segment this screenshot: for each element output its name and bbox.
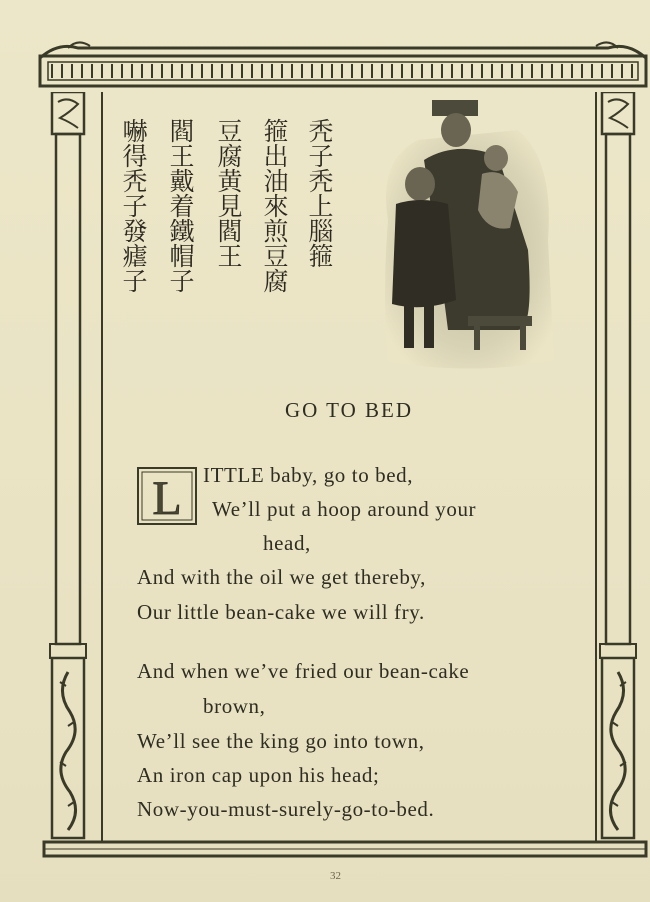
poem-line-6: And when we’ve fried our bean-cake xyxy=(137,659,470,683)
poem-line-8: We’ll see the king go into town, xyxy=(137,729,425,753)
poem-line-2: We’ll put a hoop around your xyxy=(212,497,477,521)
chinese-column-2: 箍出油來煎豆腐 xyxy=(260,118,289,293)
chinese-column-3: 豆腐黄見閻王 xyxy=(214,118,243,268)
chinese-column-4: 閻王戴着鐵帽子 xyxy=(166,118,195,293)
base-ornament xyxy=(42,838,648,860)
dropcap-letter-l xyxy=(137,467,197,525)
poem-line-3: head, xyxy=(263,531,311,555)
poem-line-4: And with the oil we get thereby, xyxy=(137,565,427,589)
poem-line-9: An iron cap upon his head; xyxy=(137,763,380,787)
poem-line-5: Our little bean-cake we will fry. xyxy=(137,600,425,624)
poem-line-7: brown, xyxy=(203,694,266,718)
left-pillar xyxy=(48,92,88,847)
poem-line-10: Now-you-must-surely-go-to-bed. xyxy=(137,797,435,821)
right-pillar xyxy=(598,92,638,847)
dropcap-text: L xyxy=(152,472,182,525)
poem-line-1: ITTLE baby, go to bed, xyxy=(203,463,414,487)
photograph-nurse-with-children xyxy=(378,100,554,372)
chinese-column-1: 秃子秃上腦箍 xyxy=(305,118,334,268)
poem-title: GO TO BED xyxy=(284,398,414,422)
page-number: 32 xyxy=(330,870,341,882)
chinese-column-5: 嚇得秃子發瘧子 xyxy=(119,118,148,293)
roof-ornament xyxy=(38,38,648,90)
